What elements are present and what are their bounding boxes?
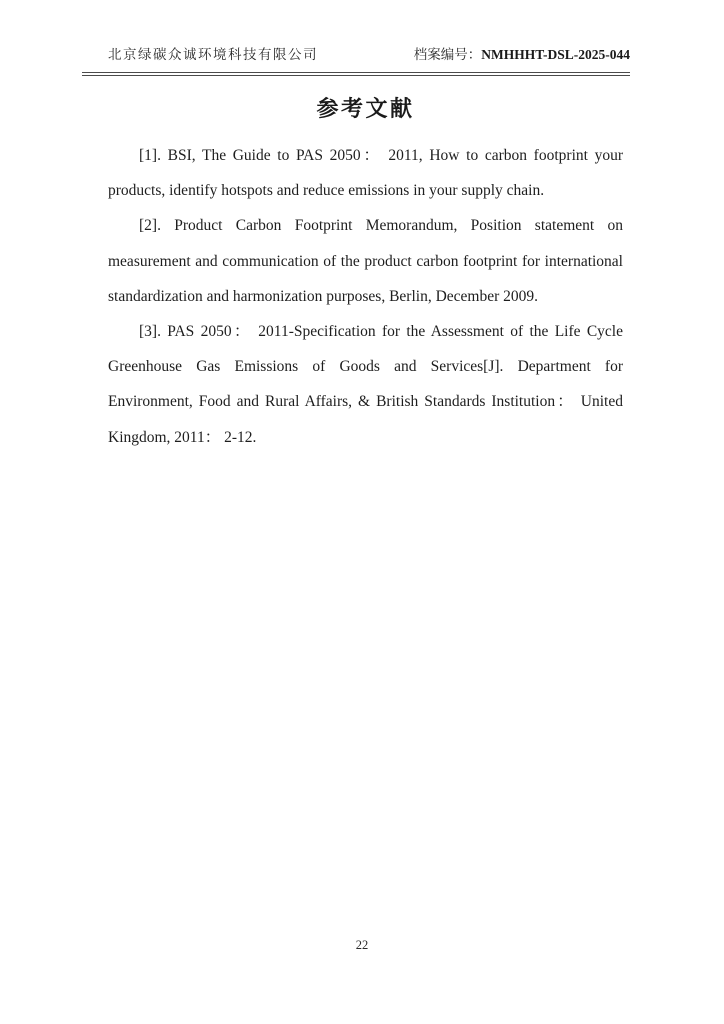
page-header (82, 46, 630, 76)
archive-label: 档案编号： (413, 47, 482, 62)
reference-item-1: [1]. BSI, The Guide to PAS 2050： 2011, How to carbon footprint your products, identify hotspots and reduce emissions in your supply chain. (108, 147, 623, 200)
archive-number-field (414, 46, 630, 64)
header-row (82, 46, 630, 64)
archive-number: NMHHHT-DSL-2025-044 (481, 47, 630, 62)
page-number: 22 (355, 938, 369, 952)
page-footer (0, 936, 724, 954)
reference-item-2: [2]. Product Carbon Footprint Memorandum, Position statement on measurement and communication of the product carbon footprint for international standardization and harmonization purposes, Berlin, December 2009. (108, 217, 623, 305)
company-name: 北京绿碳众诚环境科技有限公司 (108, 47, 318, 62)
header-divider-rule (82, 72, 630, 76)
section-title: 参考文献 (316, 96, 415, 121)
reference-item-3: [3]. PAS 2050： 2011-Specification for the Assessment of the Life Cycle Greenhouse Gas Emissions of Goods and Services[J]. Department for Environment, Food and Rural Affairs, & British Standards Institution： United Kingdom, 2011： 2-12. (108, 323, 623, 446)
references-list (108, 138, 623, 455)
